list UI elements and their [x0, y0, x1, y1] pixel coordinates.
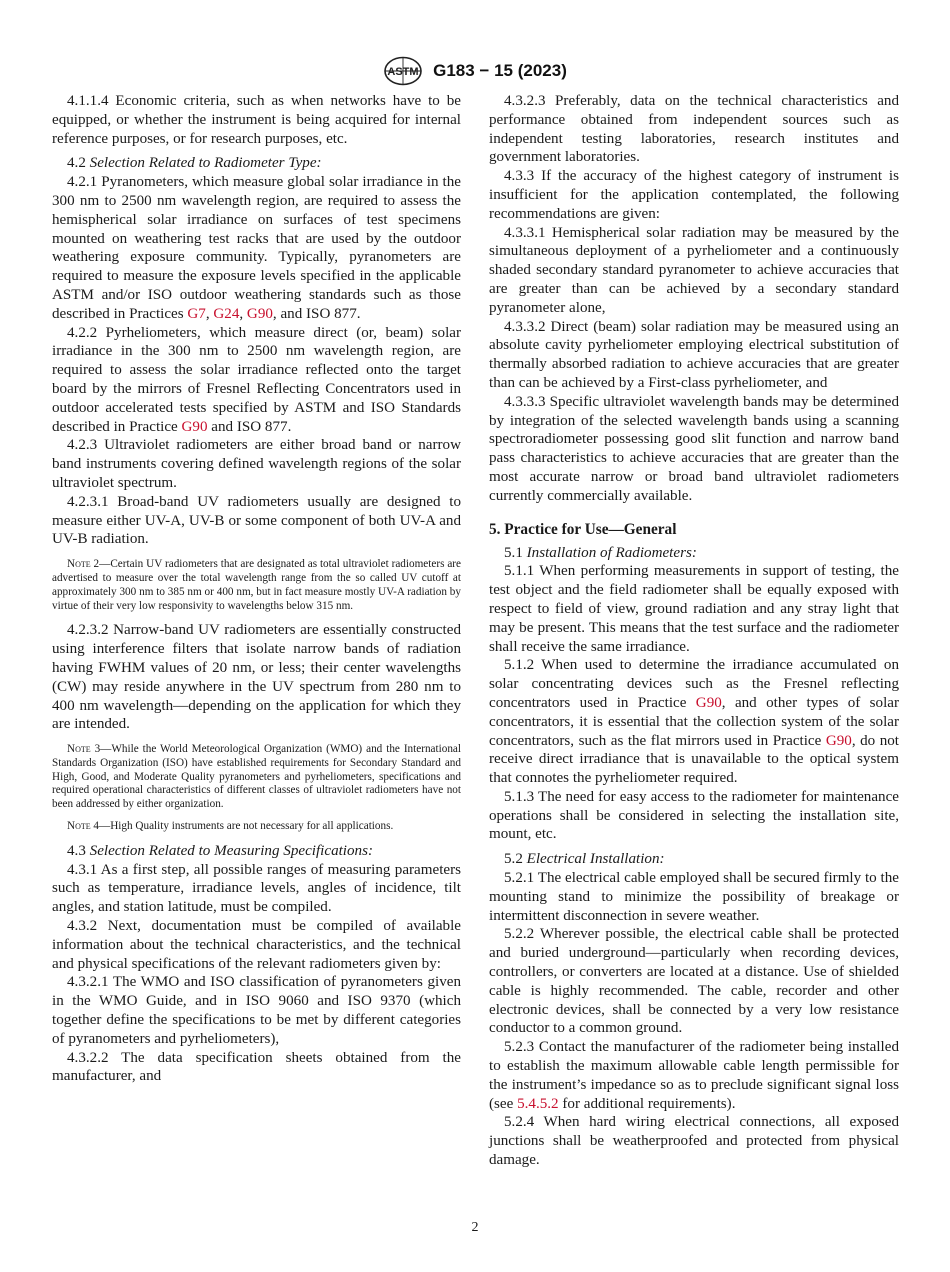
page-header [0, 56, 950, 86]
paragraph-4-2-3-2: 4.2.3.2 Narrow-band UV radiometers are essentially constructed using interference filters that isolate narrow bands of radiation having FWHM values of 20 nm, or less; their center wavelengths (CW) may reside anywhere in the UV spectrum from 280 nm to 400 nm wavelength—depending on the application for which they are intended. [52, 622, 461, 733]
paragraph-4-2-1: 4.2.1 Pyranometers, which measure global solar irradiance in the 300 nm to 2500 nm wavelength region, are required to assess the hemispherical solar irradiance on surfaces of test specimens mounted on weathering test racks that are used by the outdoor weathering exposure community. Typically, pyranometers are required to measure the exposure levels specified in the applicable ASTM and/or ISO outdoor weathering standards such as those described in Practices G7, G24, G90, and ISO 877. [52, 174, 461, 322]
ref-5-4-5-2-link[interactable]: 5.4.5.2 [517, 1095, 559, 1112]
paragraph-4-3-2-3: 4.3.2.3 Preferably, data on the technical characteristics and performance obtained from independent sources such as independent testing laboratories, research institutes and government laboratories. [489, 93, 899, 166]
section-5-1-heading: 5.1 Installation of Radiometers: [504, 544, 697, 561]
ref-g24-link[interactable]: G24 [213, 305, 240, 322]
ref-g7-link[interactable]: G7 [187, 305, 206, 322]
section-4-2-heading: 4.2 Selection Related to Radiometer Type: [67, 155, 322, 172]
astm-logo-icon [383, 56, 423, 86]
ref-g90-link[interactable]: G90 [246, 305, 273, 322]
paragraph-5-1-2: 5.1.2 When used to determine the irradiance accumulated on solar concentrating devices such as the Fresnel reflecting concentrators used in Practice G90, and other types of solar concentrators, it is essential that the collection system of the solar concentrators, such as the flat mirrors used in Practice G90, do not receive direct irradiance that is unavailable to the optical system that connotes the pyrheliometer required. [489, 657, 900, 787]
section-5-2-heading: 5.2 Electrical Installation: [504, 851, 665, 868]
paragraph-5-1-1: 5.1.1 When performing measurements in support of testing, the test object and the field radiometer shall be equally exposed with respect to field of view, ground radiation and any stray light that may be present. This means that the test surface and the radiometer shall receive the same irradiance. [489, 563, 899, 655]
svg-text:ASTM: ASTM [387, 66, 419, 78]
paragraph-5-2-2: 5.2.2 Wherever possible, the electrical cable shall be protected and buried underground—particularly when recording devices, controllers, or converters are located at a distance. Use of shielded cable is highly recommended. The cable, recorder and other electronic devices, shall be connected by a very low resistance conductor to a common ground. [489, 926, 899, 1037]
right-column [489, 92, 899, 1170]
paragraph-4-3-3-2: 4.3.3.2 Direct (beam) solar radiation may be measured using an absolute cavity pyrheliometer employing electrical substitution of thermally absorbed radiation to achieve accuracies that are greater than can be achieved by a First-class pyrheliometer, and [489, 318, 899, 391]
ref-g90-link[interactable]: G90 [695, 694, 722, 711]
paragraph-4-2-3: 4.2.3 Ultraviolet radiometers are either broad band or narrow band instruments covering defined wavelength regions of the solar ultraviolet spectrum. [52, 437, 461, 491]
paragraph-5-2-4: 5.2.4 When hard wiring electrical connections, all exposed junctions shall be weatherproofed and protected from physical damage. [489, 1114, 899, 1169]
paragraph-4-3-3-1: 4.3.3.1 Hemispherical solar radiation may be measured by the simultaneous deployment of a pyrheliometer and a continuously shaded secondary standard pyranometer to achieve accuracies that are greater than can be achieved by a secondary standard pyranometer alone, [489, 224, 899, 316]
section-5-heading: 5. Practice for Use—General [489, 520, 677, 538]
ref-g90-link[interactable]: G90 [825, 732, 852, 749]
ref-g90-link[interactable]: G90 [181, 418, 208, 435]
page-number: 2 [471, 1220, 479, 1235]
section-4-3-heading: 4.3 Selection Related to Measuring Specifications: [67, 842, 373, 859]
paragraph-5-1-3: 5.1.3 The need for easy access to the radiometer for maintenance operations shall be considered in selecting the installation site, mount, etc. [489, 788, 899, 843]
paragraph-5-2-3: 5.2.3 Contact the manufacturer of the radiometer being installed to establish the maximum allowable cable length permissible for the instrument’s impedance so as to preclude significant signal loss (see 5.4.5.2 for additional requirements). [489, 1039, 899, 1112]
note-3: Note 3—While the World Meteorological Organization (WMO) and the International Standards Organization (ISO) have established requirements for Secondary Standard and High, Good, and Moderate Quality pyranometers and pyrheliometers, specifications and required operational characteristics of different classes of ultraviolet radiometers have not been addressed by either organization. [52, 743, 461, 811]
paragraph-4-3-3: 4.3.3 If the accuracy of the highest category of instrument is insufficient for the application contemplated, the following recommendations are given: [489, 168, 899, 222]
standard-designation: G183 − 15 (2023) [433, 61, 567, 80]
paragraph-4-3-2-1: 4.3.2.1 The WMO and ISO classification of pyranometers given in the WMO Guide, and in ISO 9060 and ISO 9370 (which together define the specifications to be met by different categories of pyranometers and pyrheliometers), [52, 974, 461, 1047]
paragraph-4-3-2: 4.3.2 Next, documentation must be compiled of available information about the technical characteristics, and the technical and physical specifications of the relevant radiometers given by: [52, 918, 461, 972]
paragraph-4-3-3-3: 4.3.3.3 Specific ultraviolet wavelength bands may be determined by integration of the selected wavelength bands using a scanning spectroradiometer possessing good slit function and narrow band pass characteristics to achieve accuracies that are greater than the most accurate narrow or broad band ultraviolet radiometers currently commercially available. [489, 393, 899, 504]
paragraph-4-2-3-1: 4.2.3.1 Broad-band UV radiometers usually are designed to measure either UV-A, UV-B or some component of both UV-A and UV-B radiation. [52, 493, 461, 548]
note-4: Note 4—High Quality instruments are not necessary for all applications. [67, 820, 394, 833]
note-2: Note 2—Certain UV radiometers that are designated as total ultraviolet radiometers are advertised to measure over the total wavelength range from the so called UV cutoff at approximately 300 nm to 385 nm or 400 nm, but in fact measure mostly UV-A radiation by virtue of their very low responsivity to wavelengths below 315 nm. [52, 558, 461, 612]
paragraph-4-1-1-4: 4.1.1.4 Economic criteria, such as when networks have to be equipped, or whether the instrument is being acquired for internal reference purposes, or for research purposes, etc. [52, 93, 461, 147]
paragraph-4-3-1: 4.3.1 As a first step, all possible ranges of measuring parameters such as temperature, irradiance levels, angles of incidence, tilt angles, and station latitude, must be compiled. [52, 861, 461, 916]
left-column [52, 92, 461, 1086]
paragraph-4-2-2: 4.2.2 Pyrheliometers, which measure direct (or, beam) solar irradiance in the 300 nm to 2500 nm wavelength region, are required to assess the solar irradiance reflected onto the target board by the mirrors of Fresnel Reflecting Concentrators used in outdoor accelerated tests specified by ASTM and ISO Standards described in Practice G90 and ISO 877. [52, 324, 461, 435]
paragraph-5-2-1: 5.2.1 The electrical cable employed shall be secured firmly to the mounting stand to minimize the possibility of breakage or intermittent disconnection in severe weather. [489, 870, 899, 924]
paragraph-4-3-2-2: 4.3.2.2 The data specification sheets obtained from the manufacturer, and [52, 1049, 461, 1085]
